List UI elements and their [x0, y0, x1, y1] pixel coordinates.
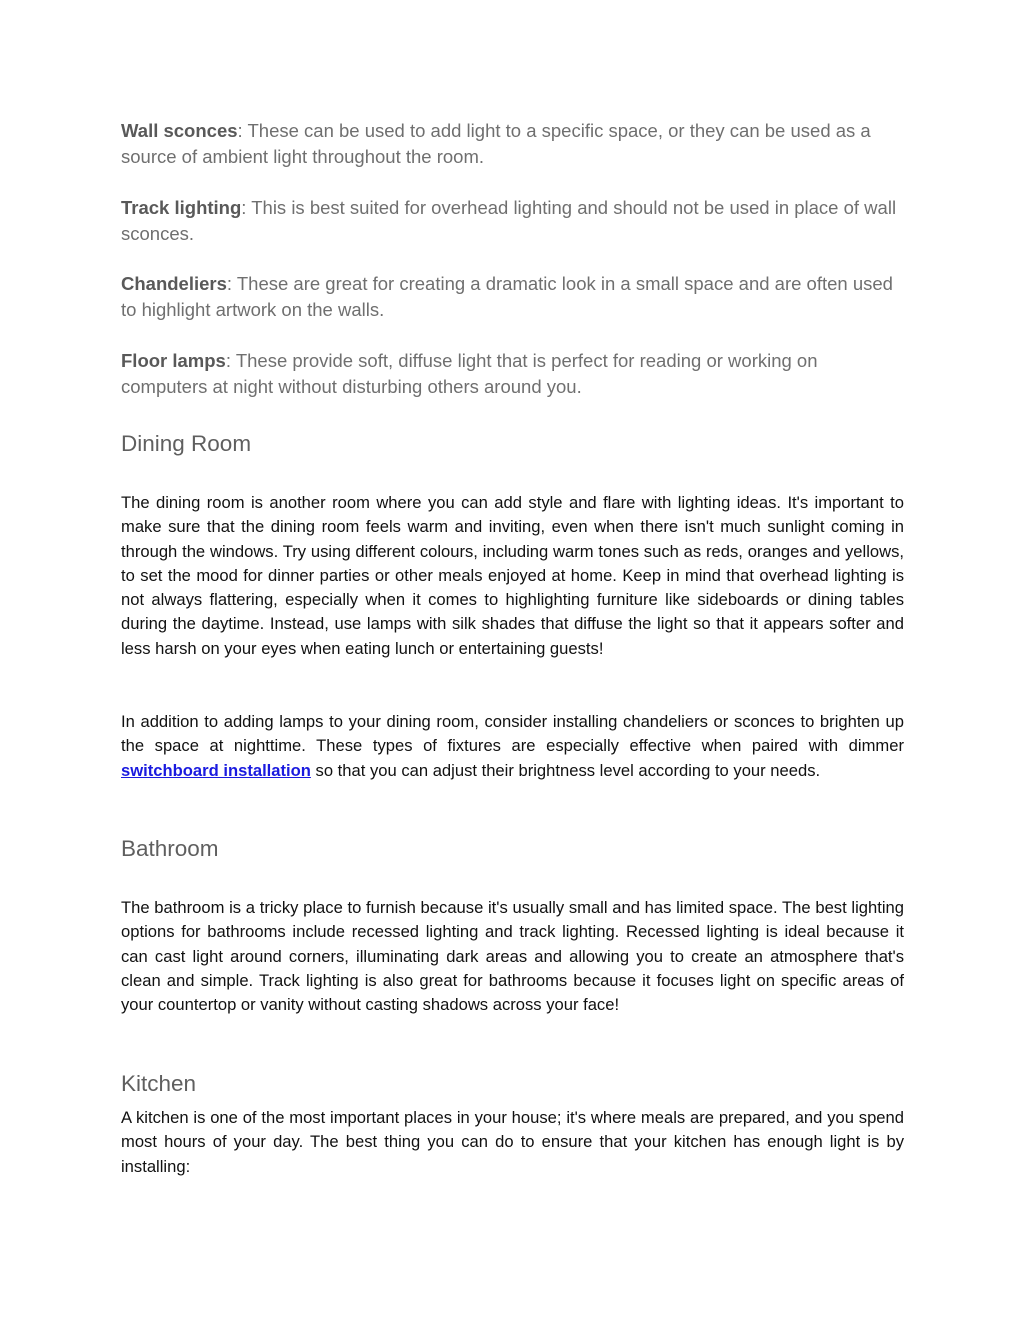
dining-room-paragraph-2	[121, 710, 904, 783]
definition-separator: :	[237, 120, 248, 141]
dining-room-paragraph-1: The dining room is another room where you can add style and flare with lighting ideas. It's important to make sure that the dining room feels warm and inviting, even when there isn't much sunlight coming in through the windows. Try using different colours, including warm tones such as reds, oranges and yellows, to set the mood for dinner parties or other meals enjoyed at home. Keep in mind that overhead lighting is not always flattering, especially when it comes to highlighting furniture like sideboards or dining tables during the daytime. Instead, use lamps with silk shades that diffuse the light so that it appears softer and less harsh on your eyes when eating lunch or entertaining guests!	[121, 493, 904, 658]
definition-track-lighting	[121, 195, 904, 247]
definition-term: Chandeliers	[121, 273, 227, 294]
dining-room-heading: Dining Room	[121, 431, 252, 456]
definition-term: Wall sconces	[121, 120, 238, 141]
definition-wall-sconces	[121, 118, 904, 170]
switchboard-installation-link[interactable]: switchboard installation	[121, 760, 311, 780]
definition-term: Floor lamps	[121, 349, 226, 371]
bathroom-paragraph: The bathroom is a tricky place to furnish because it's usually small and has limited space. The best lighting options for bathrooms include recessed lighting and track lighting. Recessed lighting is ideal because it can cast light around corners, illuminating dark areas and allowing you to create an atmosphere that's clean and simple. Track lighting is also great for bathrooms because it focuses light on specific areas of your countertop or vanity without casting shadows across your face!	[121, 898, 904, 1015]
kitchen-paragraph: A kitchen is one of the most important places in your house; it's where meals are prepared, and you spend most hours of your day. The best thing you can do to ensure that your kitchen has enough light is by installing:	[121, 1108, 904, 1176]
definition-floor-lamps	[121, 348, 904, 400]
bathroom-heading: Bathroom	[121, 836, 219, 861]
definition-text: These are great for creating a dramatic look in a small space and are often used to highlight artwork on the walls.	[121, 273, 893, 320]
paragraph-text: so that you can adjust their brightness level according to your needs.	[310, 760, 821, 780]
lighting-types-list	[121, 118, 904, 424]
definition-text: These provide soft, diffuse light that is perfect for reading or working on computers at night without disturbing others around you.	[121, 349, 818, 397]
kitchen-heading: Kitchen	[121, 1071, 197, 1096]
definition-text: This is best suited for overhead lighting and should not be used in place of wall sconces.	[121, 196, 897, 244]
definition-separator: :	[226, 273, 237, 294]
definition-separator: :	[225, 349, 236, 371]
definition-term: Track lighting	[121, 196, 242, 218]
paragraph-text: In addition to adding lamps to your dining room, consider installing chandeliers or sconces to brighten up the space at nighttime. These types of fixtures are especially effective when paired with dimmer	[121, 712, 904, 756]
definition-chandeliers	[121, 271, 904, 323]
definition-text: These can be used to add light to a specific space, or they can be used as a source of ambient light throughout the room.	[121, 120, 871, 167]
definition-separator: :	[241, 196, 252, 218]
